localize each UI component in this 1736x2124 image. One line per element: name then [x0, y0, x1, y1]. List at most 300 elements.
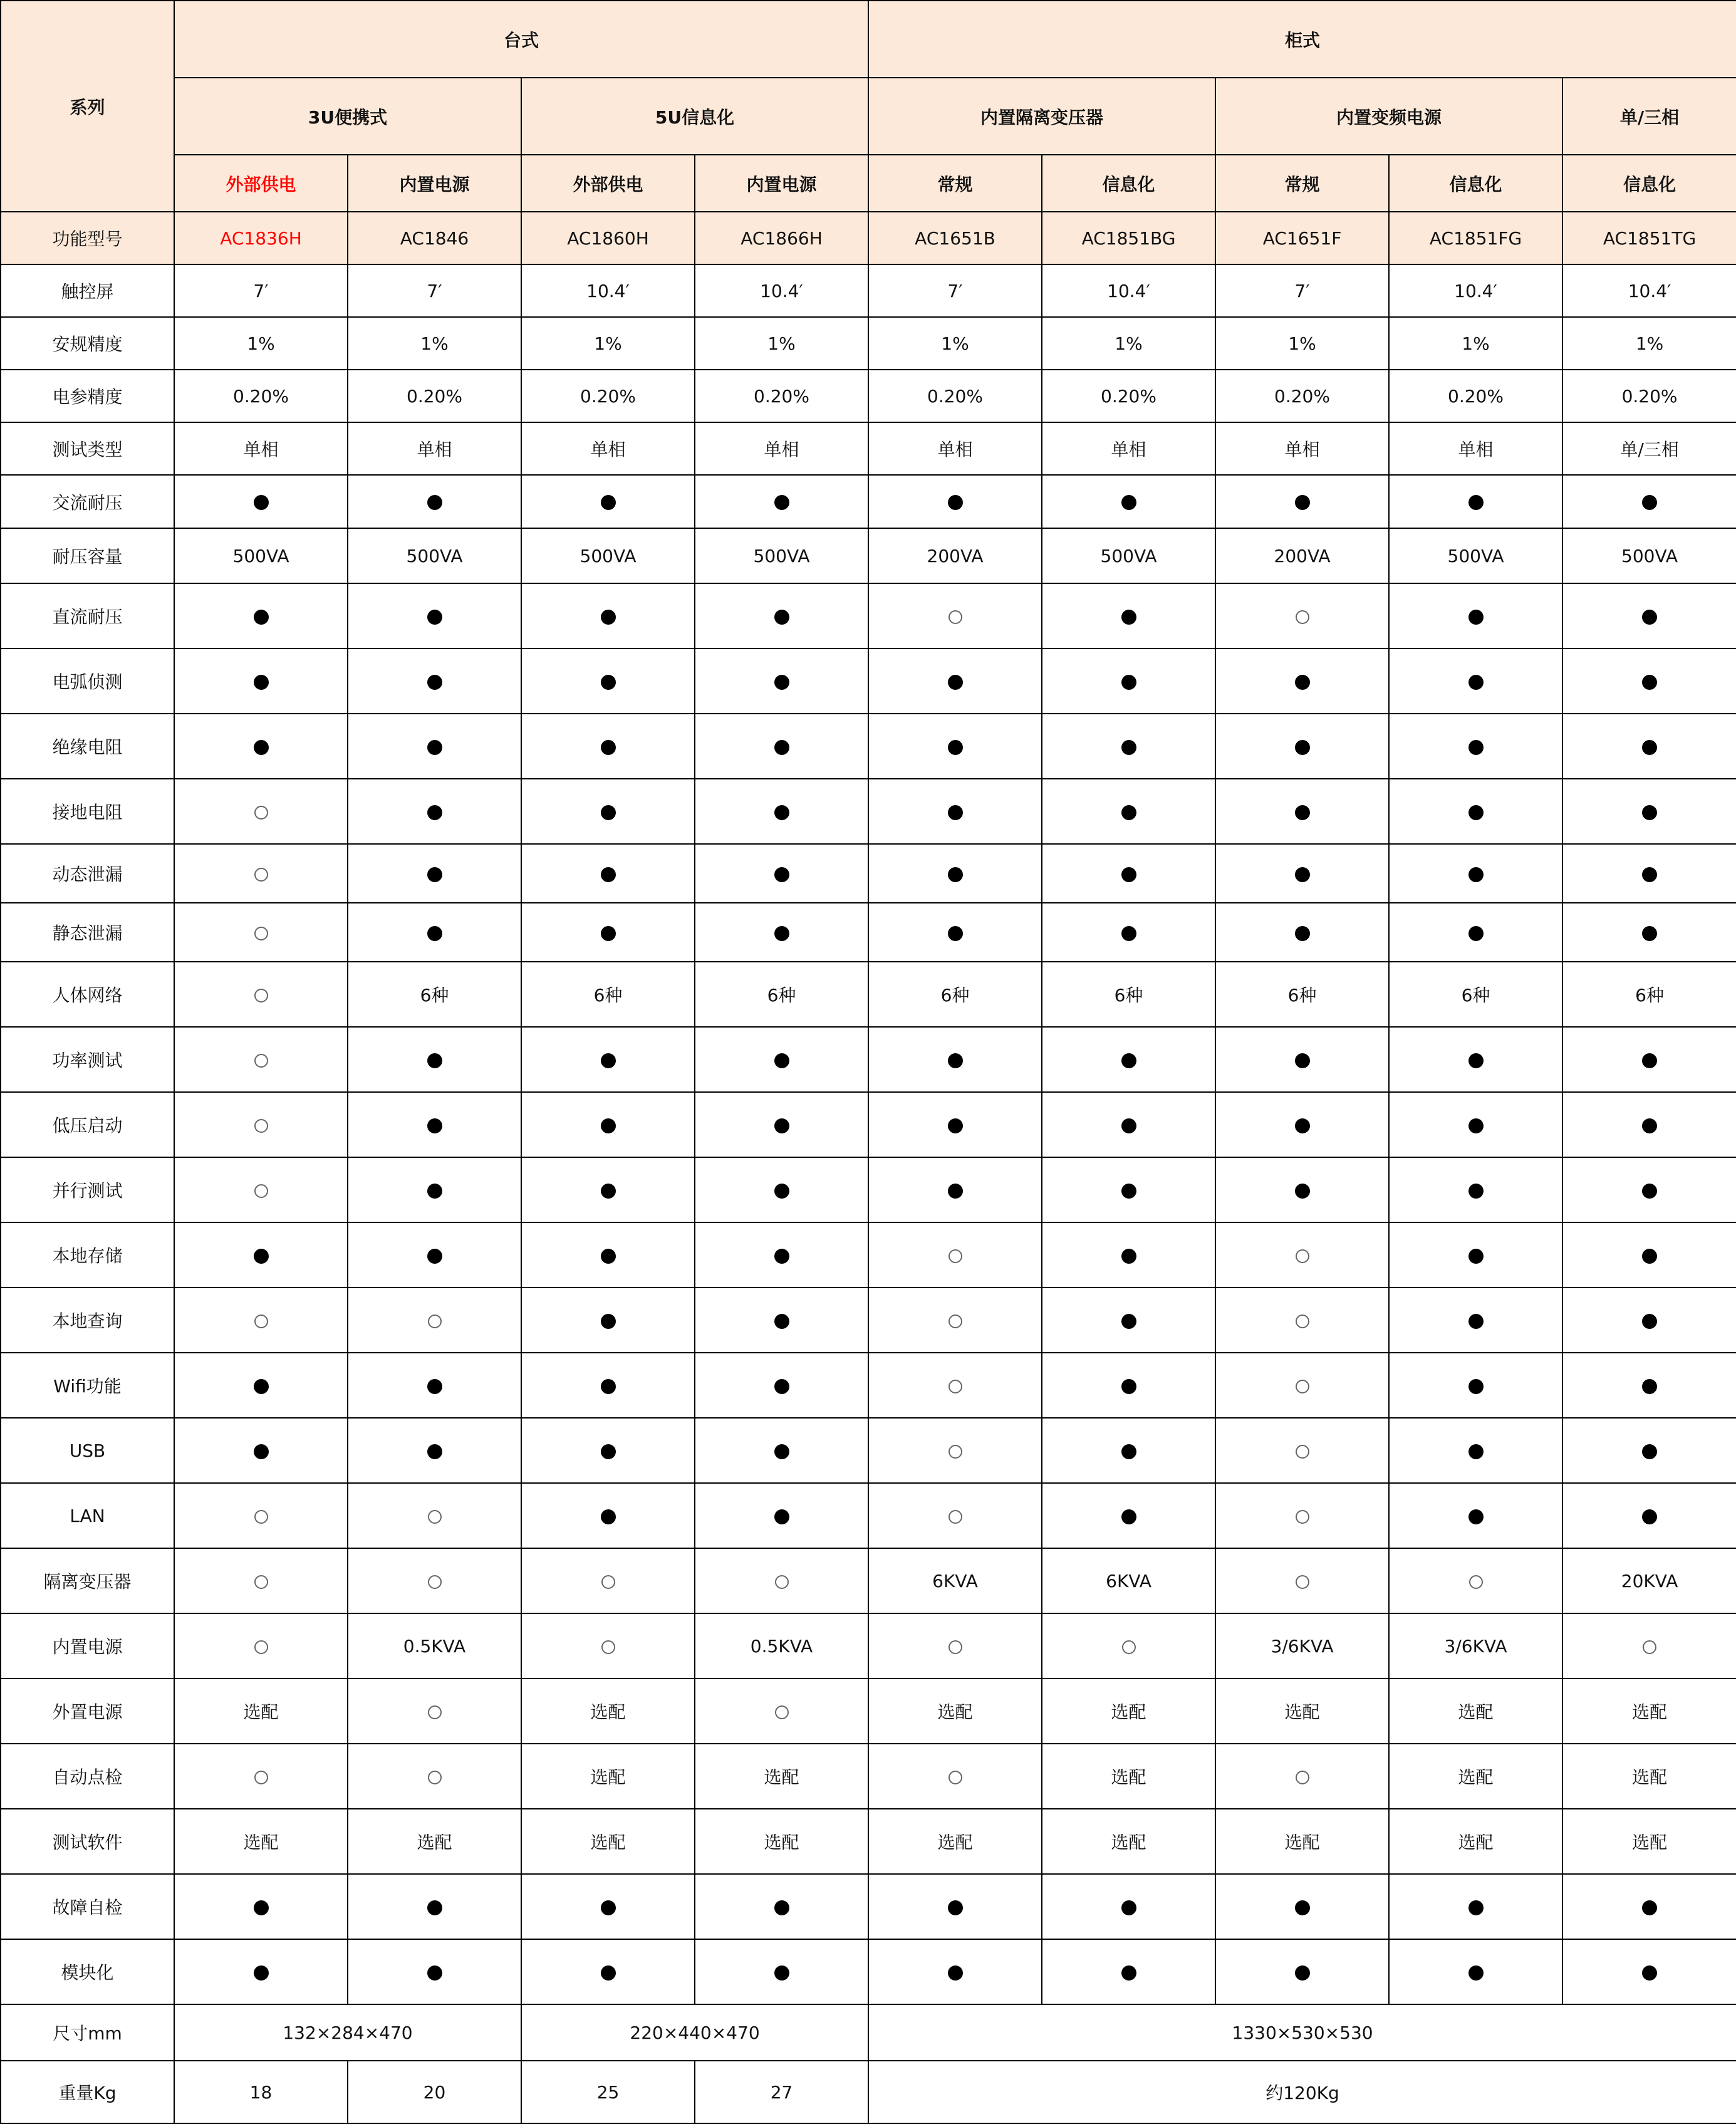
filled-circle-icon [1295, 926, 1310, 941]
filled-circle-icon [254, 1379, 269, 1394]
table-cell: 单相 [521, 422, 695, 475]
table-cell: 6种 [1042, 962, 1215, 1027]
header-row-subgroups [1, 78, 1736, 155]
table-cell [1562, 903, 1736, 962]
row-label: 隔离变压器 [1, 1548, 174, 1613]
filled-circle-icon [948, 495, 963, 510]
table-cell: 7′ [174, 264, 348, 317]
table-cell [1389, 1548, 1562, 1613]
filled-circle-icon [601, 1249, 616, 1264]
empty-circle-icon [428, 1575, 442, 1589]
filled-circle-icon [1295, 675, 1310, 690]
table-row [1, 370, 1736, 422]
table-cell: 500VA [1389, 528, 1562, 583]
table-cell [695, 1939, 868, 2004]
filled-circle-icon [1121, 610, 1136, 625]
empty-circle-icon [254, 1510, 268, 1524]
header-row-models [1, 212, 1736, 264]
filled-circle-icon [427, 805, 442, 820]
table-cell [1042, 1418, 1215, 1483]
table-cell [1215, 903, 1389, 962]
filled-circle-icon [1468, 1444, 1484, 1459]
table-cell [348, 1483, 521, 1548]
table-cell [868, 648, 1042, 714]
empty-circle-icon [254, 1640, 268, 1654]
table-cell [868, 1353, 1042, 1418]
table-cell [521, 1222, 695, 1288]
table-cell [1042, 714, 1215, 779]
filled-circle-icon [1121, 740, 1136, 755]
model-label: 功能型号 [1, 212, 174, 264]
filled-circle-icon [1295, 1184, 1310, 1199]
table-cell [1042, 1613, 1215, 1679]
table-row [1, 1613, 1736, 1679]
table-cell [695, 1027, 868, 1092]
table-cell [1562, 1027, 1736, 1092]
row-label: 尺寸mm [1, 2004, 174, 2061]
table-cell [695, 844, 868, 903]
table-cell [1042, 1092, 1215, 1157]
weight-row [1, 2061, 1736, 2123]
table-row [1, 648, 1736, 714]
table-cell [521, 714, 695, 779]
row-label: 本地查询 [1, 1288, 174, 1353]
table-cell [868, 1288, 1042, 1353]
table-cell [695, 475, 868, 528]
filled-circle-icon [601, 1444, 616, 1459]
table-cell [1042, 1353, 1215, 1418]
row-label: 模块化 [1, 1939, 174, 2004]
table-cell [1215, 1157, 1389, 1222]
filled-circle-icon [601, 1900, 616, 1915]
empty-circle-icon [949, 1314, 962, 1328]
table-cell: 6种 [348, 962, 521, 1027]
table-cell [521, 583, 695, 648]
table-cell [868, 1874, 1042, 1939]
table-cell [1215, 714, 1389, 779]
model-ac1846: AC1846 [348, 212, 521, 264]
table-cell [348, 1157, 521, 1222]
filled-circle-icon [1642, 1379, 1657, 1394]
filled-circle-icon [1121, 1444, 1136, 1459]
table-cell: 0.20% [1389, 370, 1562, 422]
table-row [1, 1418, 1736, 1483]
filled-circle-icon [1642, 926, 1657, 941]
model-ac1836h: AC1836H [174, 212, 348, 264]
table-cell: 6种 [521, 962, 695, 1027]
empty-circle-icon [428, 1314, 442, 1328]
table-row [1, 1027, 1736, 1092]
filled-circle-icon [427, 740, 442, 755]
table-cell: 选配 [1562, 1809, 1736, 1874]
model-ac1860h: AC1860H [521, 212, 695, 264]
row-label: 重量Kg [1, 2061, 174, 2123]
table-cell: 单/三相 [1562, 422, 1736, 475]
empty-circle-icon [949, 610, 962, 624]
empty-circle-icon [254, 1184, 268, 1198]
table-cell [348, 844, 521, 903]
filled-circle-icon [948, 1965, 963, 1981]
filled-circle-icon [948, 740, 963, 755]
table-cell [1215, 844, 1389, 903]
table-cell [868, 1157, 1042, 1222]
table-cell [348, 1027, 521, 1092]
empty-circle-icon [1296, 1314, 1309, 1328]
row-label: LAN [1, 1483, 174, 1548]
filled-circle-icon [774, 1249, 789, 1264]
table-row [1, 1483, 1736, 1548]
filled-circle-icon [1121, 1965, 1136, 1981]
variant-label: 外部供电 [174, 155, 348, 212]
table-cell [1215, 1092, 1389, 1157]
empty-circle-icon [1296, 610, 1309, 624]
table-cell: 200VA [1215, 528, 1389, 583]
filled-circle-icon [1468, 805, 1484, 820]
table-cell: 单相 [695, 422, 868, 475]
empty-circle-icon [254, 806, 268, 820]
table-cell [174, 779, 348, 844]
filled-circle-icon [1295, 740, 1310, 755]
filled-circle-icon [601, 675, 616, 690]
table-cell [1042, 1157, 1215, 1222]
row-label: 电弧侦测 [1, 648, 174, 714]
table-cell [868, 583, 1042, 648]
filled-circle-icon [948, 1900, 963, 1915]
table-cell: 10.4′ [1389, 264, 1562, 317]
table-cell: 选配 [1042, 1744, 1215, 1809]
table-cell [174, 1483, 348, 1548]
filled-circle-icon [774, 495, 789, 510]
filled-circle-icon [948, 805, 963, 820]
empty-circle-icon [1296, 1445, 1309, 1459]
table-cell: 选配 [695, 1809, 868, 1874]
table-cell: 10.4′ [1042, 264, 1215, 317]
filled-circle-icon [601, 1379, 616, 1394]
table-row [1, 714, 1736, 779]
table-cell [348, 1092, 521, 1157]
empty-circle-icon [1122, 1640, 1136, 1654]
table-cell [1562, 1222, 1736, 1288]
table-cell [695, 1483, 868, 1548]
filled-circle-icon [774, 926, 789, 941]
table-row [1, 1939, 1736, 2004]
empty-circle-icon [428, 1771, 442, 1784]
filled-circle-icon [1642, 1965, 1657, 1981]
row-label: 触控屏 [1, 264, 174, 317]
table-cell [868, 1744, 1042, 1809]
table-cell [1042, 779, 1215, 844]
table-cell: 选配 [1215, 1679, 1389, 1744]
filled-circle-icon [774, 1900, 789, 1915]
table-row [1, 844, 1736, 903]
table-cell: 选配 [1389, 1809, 1562, 1874]
weight-value: 27 [695, 2061, 868, 2123]
table-cell [1215, 1353, 1389, 1418]
table-cell [174, 1288, 348, 1353]
table-cell [521, 1939, 695, 2004]
table-cell: 0.5KVA [348, 1613, 521, 1679]
table-cell [1042, 844, 1215, 903]
table-row [1, 1744, 1736, 1809]
row-label: Wifi功能 [1, 1353, 174, 1418]
table-cell [174, 1418, 348, 1483]
filled-circle-icon [774, 805, 789, 820]
empty-circle-icon [1296, 1771, 1309, 1784]
table-cell [1389, 1483, 1562, 1548]
table-row [1, 962, 1736, 1027]
table-cell [1562, 475, 1736, 528]
table-cell [1042, 583, 1215, 648]
empty-circle-icon [254, 1771, 268, 1784]
weight-value: 25 [521, 2061, 695, 2123]
subgroup-vf-power: 内置变频电源 [1215, 78, 1562, 155]
filled-circle-icon [948, 867, 963, 882]
filled-circle-icon [427, 610, 442, 625]
table-cell: 选配 [1042, 1679, 1215, 1744]
variant-label: 信息化 [1562, 155, 1736, 212]
table-cell [695, 779, 868, 844]
empty-circle-icon [601, 1640, 615, 1654]
filled-circle-icon [774, 1053, 789, 1068]
filled-circle-icon [1642, 1444, 1657, 1459]
filled-circle-icon [1642, 610, 1657, 625]
filled-circle-icon [427, 1965, 442, 1981]
filled-circle-icon [427, 1379, 442, 1394]
filled-circle-icon [1121, 805, 1136, 820]
spec-table-body [1, 1, 1736, 2123]
table-cell [695, 903, 868, 962]
empty-circle-icon [949, 1445, 962, 1459]
filled-circle-icon [1121, 1184, 1136, 1199]
row-label: 直流耐压 [1, 583, 174, 648]
table-cell [348, 1353, 521, 1418]
table-cell: 选配 [174, 1809, 348, 1874]
table-cell [1389, 1874, 1562, 1939]
row-label: 绝缘电阻 [1, 714, 174, 779]
table-cell: 单相 [348, 422, 521, 475]
filled-circle-icon [427, 1118, 442, 1133]
header-row-variants [1, 155, 1736, 212]
model-ac1866h: AC1866H [695, 212, 868, 264]
filled-circle-icon [254, 1965, 269, 1981]
table-cell: 1% [868, 317, 1042, 370]
table-cell: 1% [174, 317, 348, 370]
table-cell [1042, 475, 1215, 528]
filled-circle-icon [1468, 1900, 1484, 1915]
filled-circle-icon [1642, 1314, 1657, 1329]
table-cell [1389, 1222, 1562, 1288]
table-cell: 0.5KVA [695, 1613, 868, 1679]
empty-circle-icon [1296, 1249, 1309, 1263]
empty-circle-icon [949, 1249, 962, 1263]
filled-circle-icon [948, 675, 963, 690]
table-cell [1389, 1288, 1562, 1353]
table-cell [174, 1874, 348, 1939]
table-cell: 1% [1042, 317, 1215, 370]
table-cell [1215, 1744, 1389, 1809]
table-cell: 6种 [1389, 962, 1562, 1027]
table-cell [1215, 1874, 1389, 1939]
table-cell [174, 1092, 348, 1157]
table-row [1, 1353, 1736, 1418]
filled-circle-icon [948, 926, 963, 941]
table-cell [174, 844, 348, 903]
table-cell: 单相 [1215, 422, 1389, 475]
table-cell [1562, 1353, 1736, 1418]
filled-circle-icon [1295, 495, 1310, 510]
table-cell [348, 1288, 521, 1353]
filled-circle-icon [1121, 1118, 1136, 1133]
table-cell [1215, 648, 1389, 714]
filled-circle-icon [1468, 495, 1484, 510]
table-cell [695, 714, 868, 779]
table-cell [1389, 648, 1562, 714]
empty-circle-icon [1296, 1380, 1309, 1393]
table-cell [1042, 1222, 1215, 1288]
table-cell [174, 475, 348, 528]
table-row [1, 317, 1736, 370]
table-row [1, 475, 1736, 528]
size-value: 1330×530×530 [868, 2004, 1736, 2061]
filled-circle-icon [601, 495, 616, 510]
filled-circle-icon [1468, 1965, 1484, 1981]
filled-circle-icon [1468, 1249, 1484, 1264]
variant-label: 信息化 [1042, 155, 1215, 212]
filled-circle-icon [254, 740, 269, 755]
row-label: USB [1, 1418, 174, 1483]
empty-circle-icon [949, 1510, 962, 1524]
filled-circle-icon [1468, 1379, 1484, 1394]
row-label: 人体网络 [1, 962, 174, 1027]
table-cell [1562, 779, 1736, 844]
empty-circle-icon [1643, 1640, 1656, 1654]
table-cell [348, 1939, 521, 2004]
table-cell [348, 475, 521, 528]
filled-circle-icon [601, 867, 616, 882]
table-cell: 单相 [1389, 422, 1562, 475]
filled-circle-icon [1121, 1379, 1136, 1394]
table-row [1, 1548, 1736, 1613]
filled-circle-icon [774, 1379, 789, 1394]
row-label: 本地存储 [1, 1222, 174, 1288]
table-cell: 单相 [868, 422, 1042, 475]
filled-circle-icon [1642, 675, 1657, 690]
table-cell: 0.20% [1215, 370, 1389, 422]
table-cell: 选配 [1389, 1744, 1562, 1809]
filled-circle-icon [1295, 1900, 1310, 1915]
table-cell: 1% [695, 317, 868, 370]
table-row [1, 583, 1736, 648]
filled-circle-icon [601, 1965, 616, 1981]
filled-circle-icon [1295, 1965, 1310, 1981]
table-cell [868, 1483, 1042, 1548]
table-cell [1562, 1092, 1736, 1157]
filled-circle-icon [1642, 1900, 1657, 1915]
table-cell [695, 1353, 868, 1418]
table-row [1, 422, 1736, 475]
table-cell: 0.20% [348, 370, 521, 422]
model-ac1651b: AC1651B [868, 212, 1042, 264]
row-label: 测试类型 [1, 422, 174, 475]
filled-circle-icon [1468, 740, 1484, 755]
filled-circle-icon [601, 1053, 616, 1068]
filled-circle-icon [254, 1444, 269, 1459]
table-cell [1562, 1157, 1736, 1222]
table-cell: 7′ [1215, 264, 1389, 317]
model-ac1851fg: AC1851FG [1389, 212, 1562, 264]
filled-circle-icon [601, 926, 616, 941]
filled-circle-icon [948, 1184, 963, 1199]
filled-circle-icon [427, 926, 442, 941]
empty-circle-icon [428, 1510, 442, 1524]
table-cell [1215, 583, 1389, 648]
table-cell [521, 475, 695, 528]
row-label: 静态泄漏 [1, 903, 174, 962]
table-cell: 0.20% [1042, 370, 1215, 422]
table-cell [174, 1548, 348, 1613]
table-cell: 1% [1215, 317, 1389, 370]
table-cell: 10.4′ [695, 264, 868, 317]
table-cell: 500VA [695, 528, 868, 583]
table-cell [1562, 583, 1736, 648]
filled-circle-icon [601, 610, 616, 625]
table-cell [1562, 714, 1736, 779]
filled-circle-icon [601, 1509, 616, 1524]
table-cell [1215, 1222, 1389, 1288]
row-label: 交流耐压 [1, 475, 174, 528]
table-cell: 单相 [1042, 422, 1215, 475]
filled-circle-icon [774, 1314, 789, 1329]
table-cell: 选配 [521, 1744, 695, 1809]
variant-label: 内置电源 [348, 155, 521, 212]
table-cell [695, 583, 868, 648]
filled-circle-icon [601, 1314, 616, 1329]
table-cell: 选配 [348, 1809, 521, 1874]
table-cell [174, 1353, 348, 1418]
table-cell: 3/6KVA [1389, 1613, 1562, 1679]
table-cell [521, 1027, 695, 1092]
row-label: 故障自检 [1, 1874, 174, 1939]
filled-circle-icon [1121, 926, 1136, 941]
filled-circle-icon [774, 867, 789, 882]
table-cell: 1% [1562, 317, 1736, 370]
empty-circle-icon [1296, 1575, 1309, 1589]
table-cell [521, 1418, 695, 1483]
row-label: 耐压容量 [1, 528, 174, 583]
table-cell [1562, 844, 1736, 903]
table-cell [1215, 1288, 1389, 1353]
table-cell [695, 1418, 868, 1483]
subgroup-5u-info: 5U信息化 [521, 78, 868, 155]
table-cell [1562, 1613, 1736, 1679]
filled-circle-icon [774, 1118, 789, 1133]
table-row [1, 1874, 1736, 1939]
table-cell [348, 648, 521, 714]
table-cell [695, 1157, 868, 1222]
table-cell: 单相 [174, 422, 348, 475]
table-cell [1042, 1027, 1215, 1092]
table-cell [174, 1027, 348, 1092]
filled-circle-icon [1121, 1900, 1136, 1915]
filled-circle-icon [948, 1118, 963, 1133]
table-cell [174, 1939, 348, 2004]
filled-circle-icon [427, 1184, 442, 1199]
table-cell: 选配 [868, 1679, 1042, 1744]
empty-circle-icon [601, 1575, 615, 1589]
table-cell [868, 1027, 1042, 1092]
table-cell [868, 844, 1042, 903]
filled-circle-icon [254, 610, 269, 625]
